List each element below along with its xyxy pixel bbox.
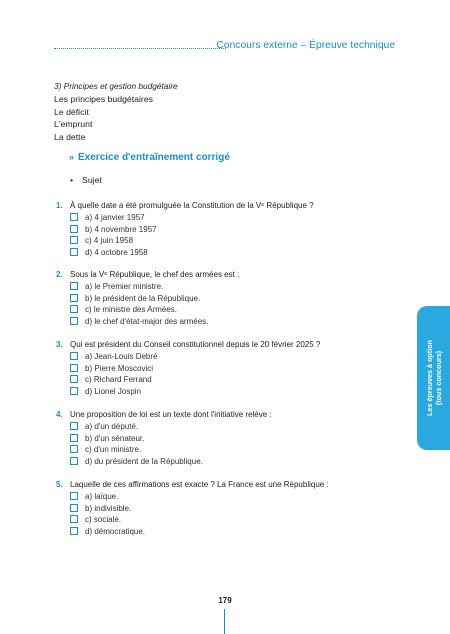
option-item[interactable] [70,386,157,398]
double-chevron-icon: » [69,152,75,162]
checkbox-icon[interactable] [70,364,78,372]
page-number: 179 [218,596,232,605]
checkbox-icon[interactable] [70,492,78,500]
option-list [70,421,203,467]
option-label: b) 4 novembre 1957 [85,224,157,234]
question-text: Laquelle de ces affirmations est exacte ? La France est une République : [70,480,329,489]
option-item[interactable] [70,351,157,363]
option-list [70,281,208,327]
question-number: 5. [56,480,63,489]
bullet-icon: • [70,175,74,185]
subject-line [70,175,102,185]
option-item[interactable] [70,444,203,456]
checkbox-icon[interactable] [70,445,78,453]
checkbox-icon[interactable] [70,248,78,256]
option-label: d) démocratique. [85,526,146,536]
exercise-title: Exercice d'entraînement corrigé [78,152,230,163]
side-tab-line-1: Les épreuves à option [424,340,434,416]
option-item[interactable] [70,316,208,328]
option-label: b) Pierre Moscovici [85,363,154,373]
option-label: c) d'un ministre. [85,445,142,455]
option-label: d) du président de la République. [85,456,203,466]
option-item[interactable] [70,247,157,259]
option-label: c) Richard Ferrand [85,375,152,385]
checkbox-icon[interactable] [70,515,78,523]
section-heading: 3) Principes et gestion budgétaire [54,81,178,91]
checkbox-icon[interactable] [70,457,78,465]
header-dotted-leader [54,48,226,49]
page-number-rule [224,609,225,634]
intro-item: La dette [54,132,86,143]
running-header [54,39,395,55]
intro-item: Les principes budgétaires [54,93,154,104]
option-label: b) indivisible. [85,503,132,513]
option-label: d) Lionel Jospin [85,386,142,396]
option-item[interactable] [70,304,208,316]
option-item[interactable] [70,212,157,224]
checkbox-icon[interactable] [70,504,78,512]
question-number: 4. [56,410,63,419]
option-list [70,212,157,258]
exercise-heading [69,152,230,163]
option-item[interactable] [70,224,157,236]
header-title: Concours externe – Épreuve technique [216,40,395,51]
checkbox-icon[interactable] [70,282,78,290]
question-text: Qui est président du Conseil constitutionnel depuis le 20 février 2025 ? [70,340,321,349]
question-text: Une proposition de loi est un texte dont l'initiative relève : [70,410,272,419]
checkbox-icon[interactable] [70,225,78,233]
option-item[interactable] [70,235,157,247]
option-label: a) laïque. [85,492,119,501]
checkbox-icon[interactable] [70,305,78,313]
option-item[interactable] [70,503,145,515]
checkbox-icon[interactable] [70,352,78,360]
checkbox-icon[interactable] [70,527,78,535]
option-label: c) 4 juin 1958 [85,236,134,246]
option-item[interactable] [70,514,145,526]
option-label: a) d'un député. [85,422,139,431]
option-item[interactable] [70,281,208,293]
checkbox-icon[interactable] [70,294,78,302]
checkbox-icon[interactable] [70,375,78,383]
question-number: 1. [56,201,63,210]
question-text: Sous la Vᵉ République, le chef des armées est : [70,270,240,279]
question-number: 2. [56,270,63,279]
option-item[interactable] [70,526,145,538]
option-item[interactable] [70,421,203,433]
option-label: b) d'un sénateur. [85,433,145,443]
option-list [70,351,157,397]
intro-item: Le déficit [54,106,89,117]
side-tab-label [425,340,443,416]
option-item[interactable] [70,491,145,503]
option-label: a) le Premier ministre. [85,282,164,291]
option-item[interactable] [70,374,157,386]
subject-label: Sujet [82,175,102,185]
side-tab-line-2: (tous concours) [433,350,443,406]
option-label: a) Jean-Louis Debré [85,352,158,361]
option-item[interactable] [70,456,203,468]
intro-item: L'emprunt [54,119,93,130]
option-label: c) sociale. [85,515,122,525]
option-label: d) 4 octobre 1958 [85,247,148,257]
question-text: À quelle date a été promulguée la Constitution de la Vᵉ République ? [70,201,314,210]
checkbox-icon[interactable] [70,434,78,442]
checkbox-icon[interactable] [70,387,78,395]
option-label: b) le président de la République. [85,293,201,303]
option-item[interactable] [70,293,208,305]
option-item[interactable] [70,433,203,445]
question-number: 3. [56,340,63,349]
checkbox-icon[interactable] [70,422,78,430]
option-list [70,491,145,537]
section-intro [54,80,178,144]
option-label: d) le chef d'état-major des armées. [85,316,209,326]
checkbox-icon[interactable] [70,236,78,244]
checkbox-icon[interactable] [70,213,78,221]
option-label: a) 4 janvier 1957 [85,213,145,222]
option-label: c) le ministre des Armées. [85,305,178,315]
option-item[interactable] [70,363,157,375]
checkbox-icon[interactable] [70,317,78,325]
side-tab [417,306,450,450]
